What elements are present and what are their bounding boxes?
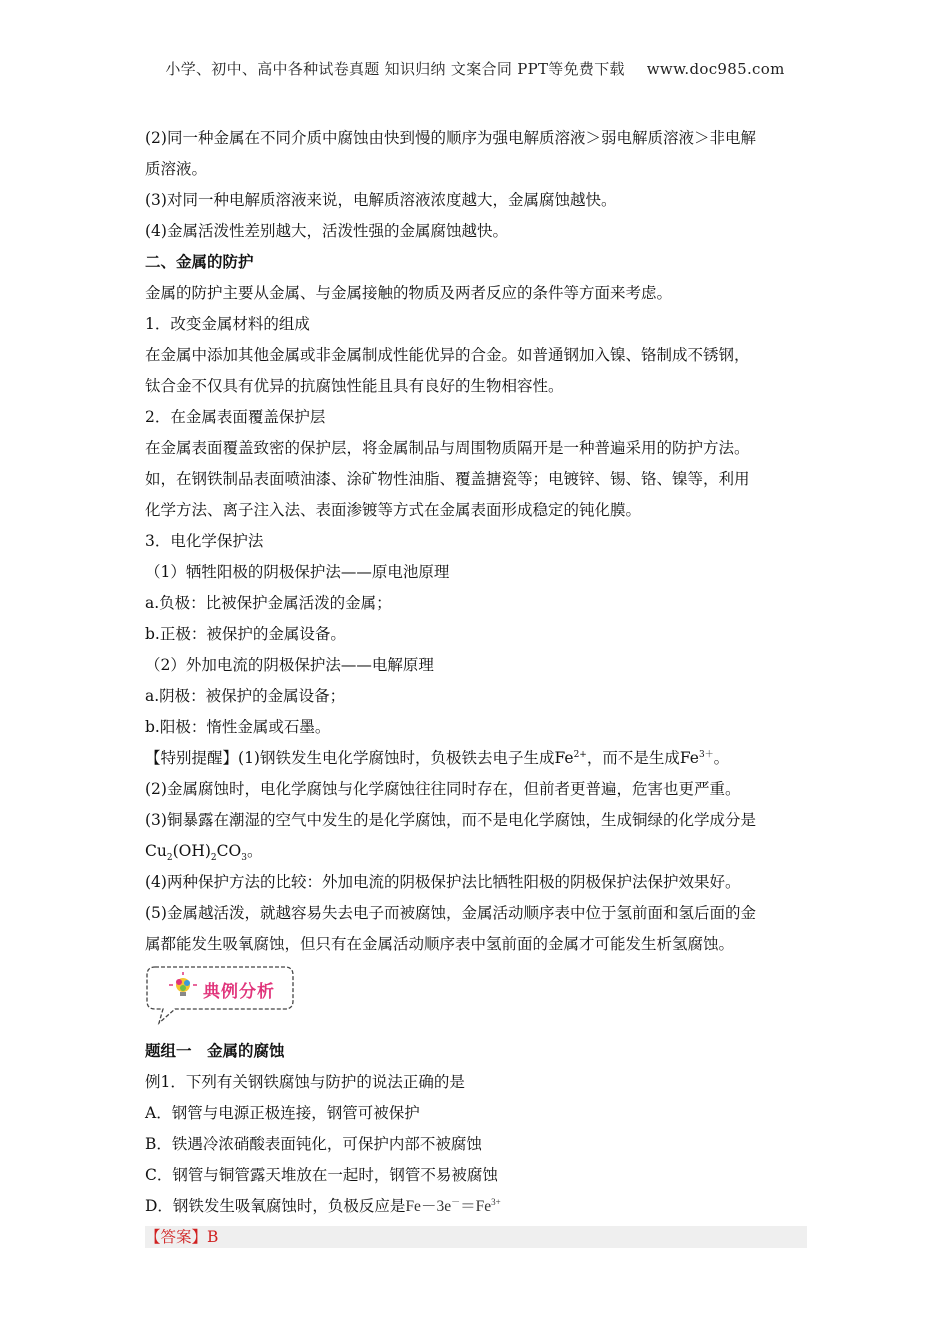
option-a: A．钢管与电源正极连接，钢管可被保护 [145, 1104, 420, 1122]
badge-label: 典例分析 [203, 982, 275, 1002]
paragraph: （1）牺牲阳极的阴极保护法——原电池原理 [145, 563, 450, 581]
option-d-text: D．钢铁发生吸氧腐蚀时，负极反应是 [145, 1197, 406, 1215]
document-body [145, 126, 807, 1248]
paragraph: a.负极：比被保护金属活泼的金属； [145, 594, 392, 612]
paragraph: a.阴极：被保护的金属设备； [145, 687, 346, 705]
example-analysis-badge [145, 963, 295, 1027]
formula-part: (OH) [172, 842, 211, 860]
paragraph: (3)铜暴露在潮湿的空气中发生的是化学腐蚀，而不是电化学腐蚀，生成铜绿的化学成分是 [145, 811, 756, 829]
paragraph: 质溶液。 [145, 160, 208, 178]
tip-text: ，而不是生成Fe [586, 749, 699, 767]
superscript: 3+ [491, 1196, 501, 1207]
paragraph: (3)对同一种电解质溶液来说，电解质溶液浓度越大，金属腐蚀越快。 [145, 191, 617, 209]
paragraph: b.正极：被保护的金属设备。 [145, 625, 346, 643]
exercise-group-title: 题组一 金属的腐蚀 [145, 1041, 285, 1060]
section-heading: 二、金属的防护 [145, 252, 254, 271]
paragraph: (4)金属活泼性差别越大，活泼性强的金属腐蚀越快。 [145, 222, 508, 240]
formula-part: CO [216, 842, 242, 860]
paragraph: 在金属表面覆盖致密的保护层，将金属制品与周围物质隔开是一种普遍采用的防护方法。 [145, 439, 750, 457]
paragraph: 金属的防护主要从金属、与金属接触的物质及两者反应的条件等方面来考虑。 [145, 284, 673, 302]
tip-text: 。 [713, 749, 730, 767]
superscript: 3＋ [698, 749, 714, 760]
subscript: 2 [210, 853, 217, 864]
paragraph: (2)金属腐蚀时，电化学腐蚀与化学腐蚀往往同时存在，但前者更普遍，危害也更严重。 [145, 780, 741, 798]
subheading: 1．改变金属材料的组成 [145, 315, 310, 333]
paragraph: (2)同一种金属在不同介质中腐蚀由快到慢的顺序为强电解质溶液＞弱电解质溶液＞非电解 [145, 129, 756, 147]
formula-part: 。 [246, 842, 263, 860]
tip-paragraph [145, 746, 807, 770]
paragraph: 属都能发生吸氧腐蚀，但只有在金属活动顺序表中氢前面的金属才可能发生析氢腐蚀。 [145, 935, 735, 953]
answer-value: B [207, 1228, 219, 1246]
paragraph: 化学方法、离子注入法、表面渗镀等方式在金属表面形成稳定的钝化膜。 [145, 501, 642, 519]
lightbulb-icon [169, 972, 197, 996]
subheading: 3．电化学保护法 [145, 532, 264, 550]
option-c: C．钢管与铜管露天堆放在一起时，钢管不易被腐蚀 [145, 1166, 498, 1184]
option-b: B．铁遇冷浓硝酸表面钝化，可保护内部不被腐蚀 [145, 1135, 482, 1153]
subscript: 3 [241, 853, 247, 864]
answer-bar [145, 1226, 807, 1248]
paragraph: (4)两种保护方法的比较：外加电流的阴极保护法比牺牲阳极的阴极保护法保护效果好。 [145, 873, 741, 891]
answer-label: 【答案】 [145, 1228, 208, 1246]
option-d [145, 1194, 807, 1219]
header-text: 小学、初中、高中各种试卷真题 知识归纳 文案合同 PPT等免费下载 [165, 60, 625, 78]
formula-part: Fe－3e [405, 1198, 452, 1215]
superscript: 2+ [573, 749, 587, 760]
paragraph: （2）外加电流的阴极保护法——电解原理 [145, 656, 434, 674]
paragraph: 在金属中添加其他金属或非金属制成性能优异的合金。如普通钢加入镍、铬制成不锈钢， [145, 346, 750, 364]
tip-label: 【特别提醒】 [145, 749, 239, 767]
formula-part: Cu [145, 842, 167, 860]
paragraph: b.阳极：惰性金属或石墨。 [145, 718, 331, 736]
paragraph: 如，在钢铁制品表面喷油漆、涂矿物性油脂、覆盖搪瓷等；电镀锌、锡、铬、镍等，利用 [145, 470, 750, 488]
paragraph: (5)金属越活泼，就越容易失去电子而被腐蚀，金属活动顺序表中位于氢前面和氢后面的金 [145, 904, 756, 922]
subscript: 2 [166, 853, 173, 864]
question: 例1．下列有关钢铁腐蚀与防护的说法正确的是 [145, 1073, 465, 1091]
paragraph: 钛合金不仅具有优异的抗腐蚀性能且具有良好的生物相容性。 [145, 377, 564, 395]
page-header [0, 58, 950, 79]
superscript: － [451, 1196, 461, 1207]
subheading: 2．在金属表面覆盖保护层 [145, 408, 326, 426]
formula-line [145, 839, 807, 863]
option-d-formula [405, 1198, 500, 1215]
tip-text: (1)钢铁发生电化学腐蚀时，负极铁去电子生成Fe [238, 749, 574, 767]
header-site: www.doc985.com [646, 60, 785, 78]
formula-part: ＝Fe [460, 1198, 492, 1215]
